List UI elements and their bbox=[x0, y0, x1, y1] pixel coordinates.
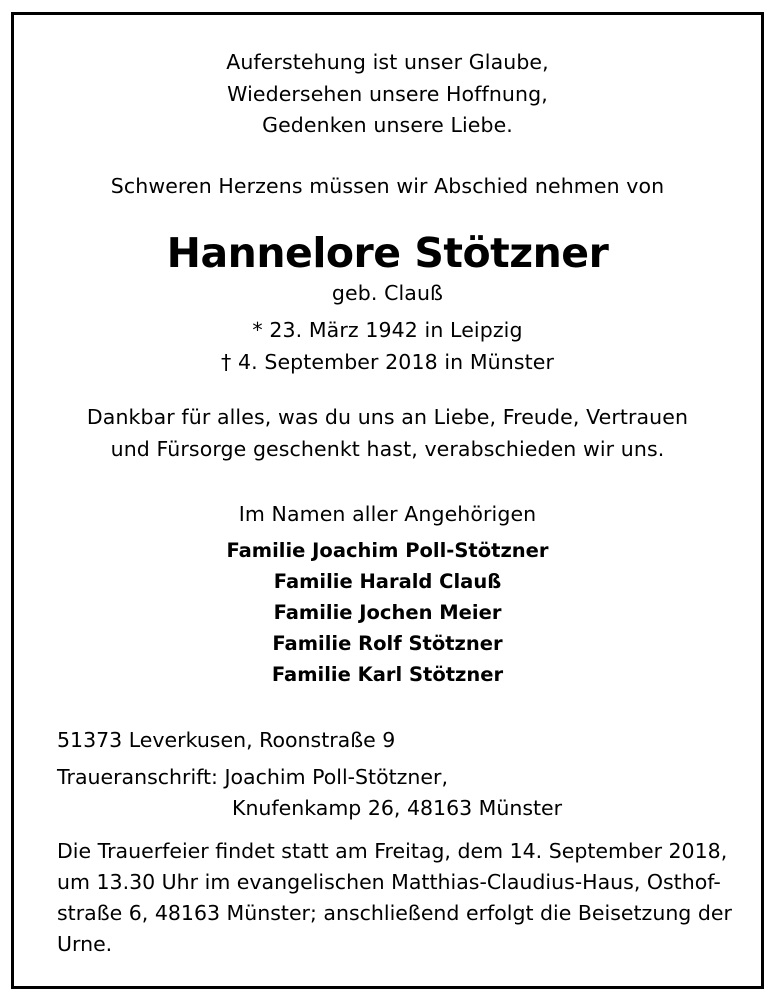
address-line-2: Knufenkamp 26, 48163 Münster bbox=[232, 796, 563, 820]
gratitude-line-1: Dankbar für alles, was du uns an Liebe, Freude, Vertrauen bbox=[86, 405, 689, 429]
family-5: Familie Karl Stötzner bbox=[271, 663, 504, 686]
death-date: † 4. September 2018 in Münster bbox=[221, 350, 554, 374]
family-1: Familie Joachim Poll-Stötzner bbox=[226, 539, 549, 562]
address-line-1: Traueranschrift: Joachim Poll-Stötzner, bbox=[57, 765, 448, 789]
ceremony-line-1: Die Trauerfeier findet statt am Freitag, dem 14. September 2018, bbox=[57, 839, 728, 863]
born-name: geb. Clauß bbox=[331, 281, 444, 305]
mourners-heading: Im Namen aller Angehörigen bbox=[238, 502, 537, 526]
ceremony-line-4: Urne. bbox=[57, 932, 113, 956]
family-4: Familie Rolf Stötzner bbox=[272, 632, 503, 655]
ceremony-line-2: um 13.30 Uhr im evangelischen Matthias-Claudius-Haus, Osthof- bbox=[57, 870, 721, 894]
motto-line-2: Wiedersehen unsere Hoffnung, bbox=[227, 82, 548, 106]
gratitude-line-2: und Fürsorge geschenkt hast, verabschieden wir uns. bbox=[110, 437, 665, 461]
intro-text: Schweren Herzens müssen wir Abschied nehmen von bbox=[110, 174, 665, 198]
birth-date: * 23. März 1942 in Leipzig bbox=[252, 318, 523, 342]
location-line: 51373 Leverkusen, Roonstraße 9 bbox=[57, 728, 396, 752]
motto-line-1: Auferstehung ist unser Glaube, bbox=[226, 50, 549, 74]
family-3: Familie Jochen Meier bbox=[273, 601, 502, 624]
ceremony-line-3: straße 6, 48163 Münster; anschließend erfolgt die Beisetzung der bbox=[57, 901, 732, 925]
family-2: Familie Harald Clauß bbox=[273, 570, 502, 593]
deceased-name: Hannelore Stötzner bbox=[166, 229, 609, 277]
motto-line-3: Gedenken unsere Liebe. bbox=[262, 113, 513, 137]
